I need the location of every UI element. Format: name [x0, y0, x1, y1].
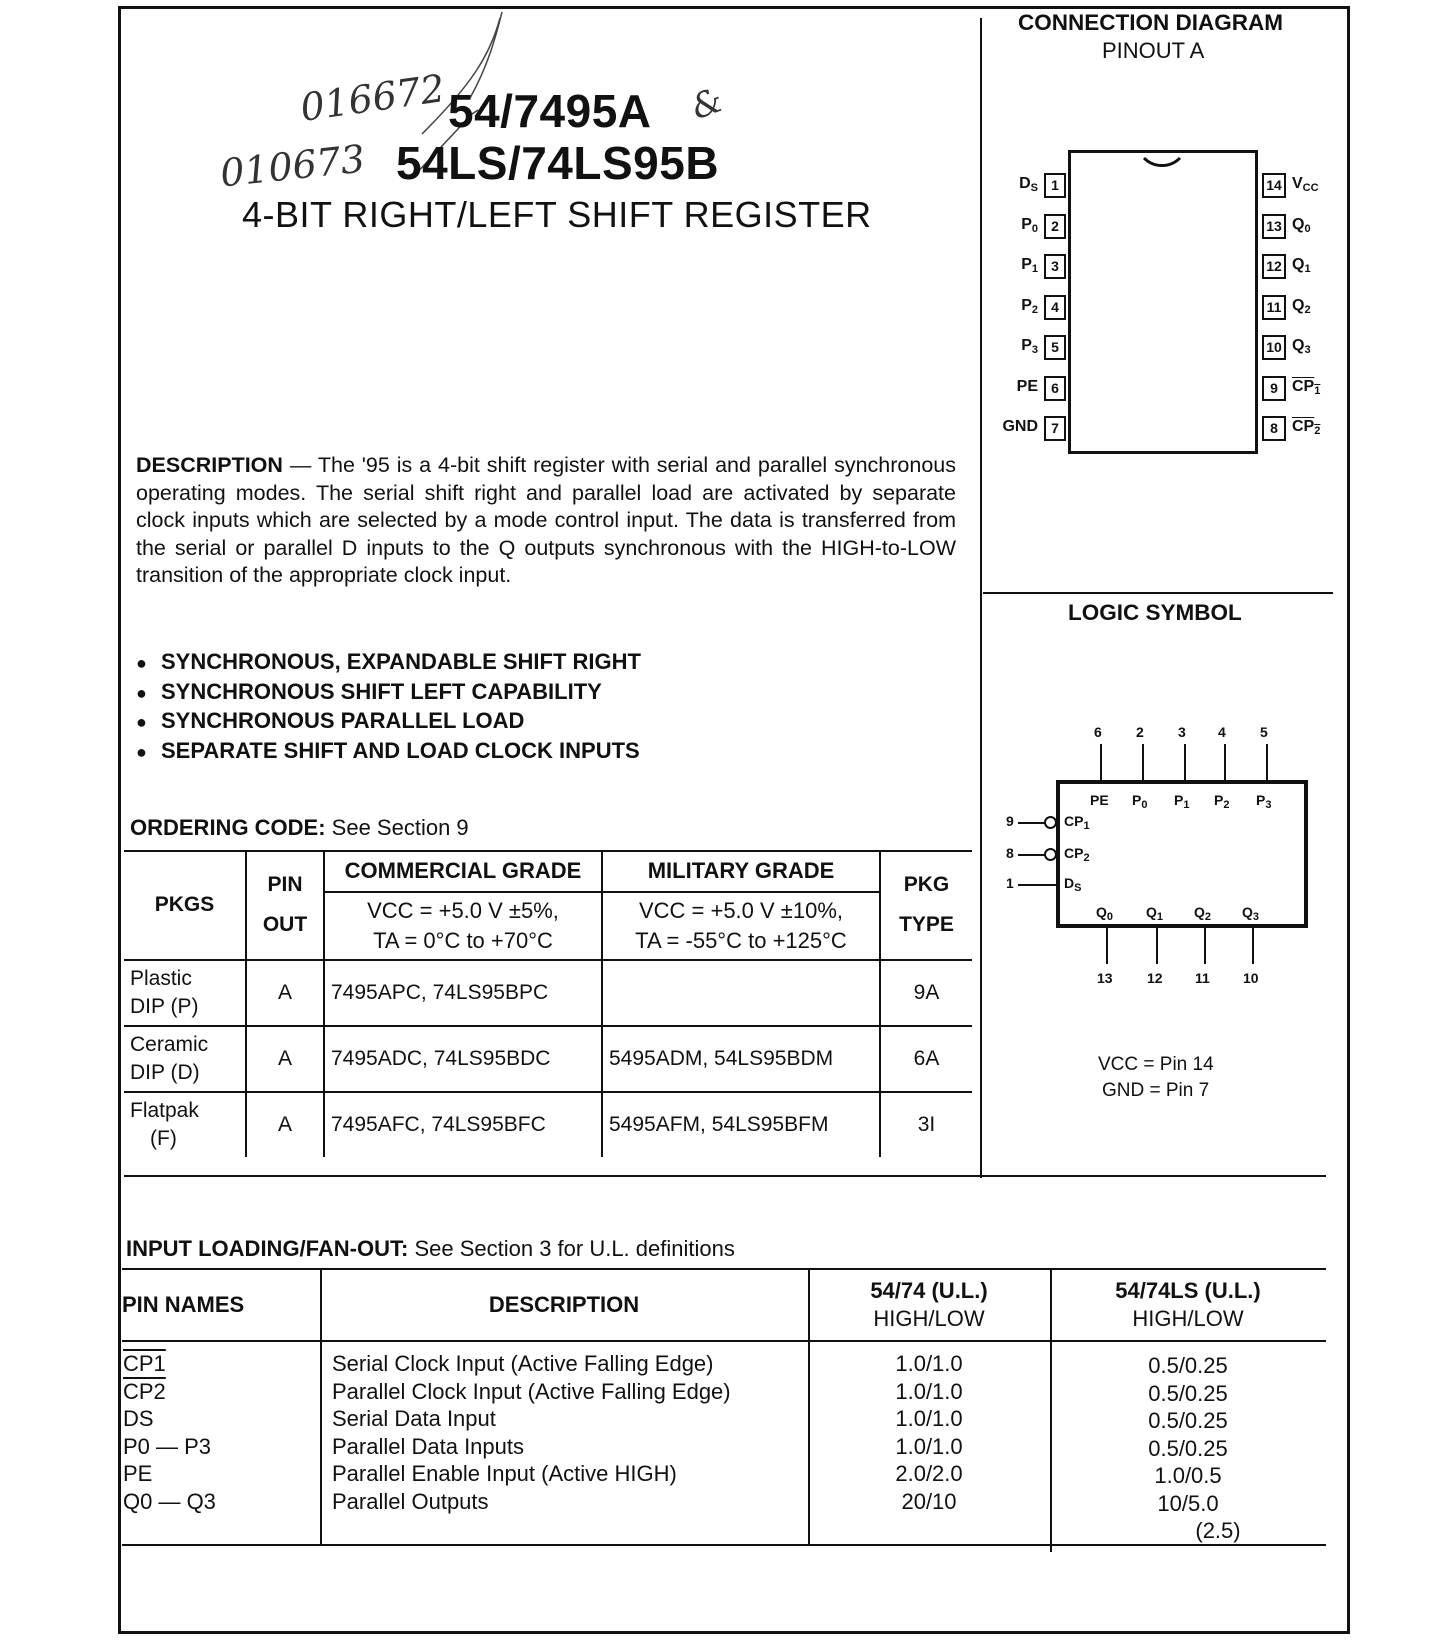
feature-item: ● SYNCHRONOUS PARALLEL LOAD [136, 707, 641, 737]
left-pin-number: 2 [1044, 214, 1066, 239]
left-pin-number: 6 [1044, 376, 1066, 401]
ordering-code-note: See Section 9 [325, 815, 469, 840]
table-row [124, 1092, 972, 1157]
top-pin-line [1100, 744, 1102, 782]
right-pin-label: $Q_3$ [1292, 337, 1311, 356]
left-pin-label: $P_1$ [1021, 256, 1038, 275]
top-pin-label: $P_2$ [1214, 792, 1230, 811]
right-pin-number: 13 [1262, 214, 1286, 239]
pin-out-cell: A [246, 1092, 324, 1157]
ls-loading-value: 0.5/0.25 [1148, 1380, 1228, 1406]
table-row [124, 960, 972, 1026]
ls-loading-value: 10/5.0 [1157, 1490, 1219, 1516]
output-pin-line [1204, 928, 1206, 964]
input-loading-label: INPUT LOADING/FAN-OUT: [126, 1236, 409, 1261]
column-divider [980, 18, 982, 1178]
commercial-cell: 7495APC, 74LS95BPC [324, 960, 602, 1026]
pin-name: CP1 [123, 1351, 166, 1376]
left-pin-label: $P_0$ [1021, 215, 1038, 235]
dip-notch [1142, 150, 1182, 178]
commercial-conditions [324, 892, 602, 960]
left-pin-number: 3 [1044, 254, 1066, 279]
pin-names-column [122, 1341, 320, 1546]
pin-out-cell: A [246, 1026, 324, 1092]
top-pin-label: $P_3$ [1256, 792, 1272, 811]
pkg-cell [124, 960, 246, 1026]
header-pin-names: PIN NAMES [122, 1270, 320, 1341]
std-loading-value: 1.0/1.0 [895, 1351, 963, 1376]
commercial-condition-supply: VCC = +5.0 V ±5%, [367, 898, 559, 923]
dip-body [1068, 150, 1258, 454]
pkg-type-cell: 3I [880, 1092, 972, 1157]
pkg-code: DIP (D) [130, 1061, 200, 1084]
logic-symbol-title: LOGIC SYMBOL [1068, 600, 1242, 625]
ls-loading-subtitle: HIGH/LOW [1132, 1306, 1244, 1331]
military-condition-temp: TA = -55°C to +125°C [635, 928, 847, 953]
pkg-code: DIP (P) [130, 995, 199, 1018]
military-cell: 5495ADM, 54LS95BDM [602, 1026, 880, 1092]
right-pin-label: $V_{CC}$ [1292, 175, 1319, 194]
input-loading-heading [126, 1236, 735, 1262]
left-pin-label: PE [1016, 377, 1038, 395]
output-pin-number: 11 [1195, 970, 1210, 986]
header-pkg-type [880, 850, 972, 960]
pin-description: Parallel Data Inputs [332, 1433, 524, 1459]
pkg-cell [124, 1026, 246, 1092]
input-pin-number: 8 [1006, 845, 1014, 861]
top-pin-number: 4 [1218, 724, 1226, 740]
connection-diagram-title: CONNECTION DIAGRAM [1018, 10, 1283, 35]
military-conditions [602, 892, 880, 960]
output-pin-number: 12 [1147, 970, 1163, 986]
feature-item: ● SYNCHRONOUS, EXPANDABLE SHIFT RIGHT [136, 648, 641, 678]
header-std-loading [808, 1270, 1050, 1341]
top-pin-number: 2 [1136, 724, 1144, 740]
header-pin-out-label: PIN OUT [262, 872, 308, 936]
top-pin-number: 3 [1178, 724, 1186, 740]
feature-item: ● SEPARATE SHIFT AND LOAD CLOCK INPUTS [136, 737, 641, 767]
military-cell [602, 960, 880, 1026]
top-pin-label: PE [1090, 792, 1109, 808]
output-pin-label: $Q_3$ [1242, 904, 1260, 923]
right-pin-label: $Q_0$ [1292, 215, 1311, 235]
input-pin-line [1018, 822, 1046, 824]
top-pin-line [1184, 744, 1186, 782]
pkg-name: Ceramic [130, 1033, 209, 1056]
top-pin-number: 5 [1260, 724, 1268, 740]
left-pin-label: $D_S$ [1019, 175, 1038, 194]
top-pin-line [1266, 744, 1268, 782]
ls-loading-title: 54/74LS (U.L.) [1115, 1278, 1261, 1303]
ls-loading-value: 1.0/0.5 [1154, 1463, 1222, 1488]
top-pin-label: $P_0$ [1132, 792, 1148, 811]
ordering-code-label: ORDERING CODE: [130, 815, 326, 840]
input-pin-number: 1 [1006, 875, 1014, 891]
output-pin-label: $Q_0$ [1096, 904, 1114, 923]
ordering-code-heading [130, 815, 469, 841]
left-pin-label: $P_3$ [1021, 337, 1038, 356]
pkg-name: Flatpak [130, 1099, 199, 1122]
header-pin-out [246, 850, 324, 960]
top-pin-line [1224, 744, 1226, 782]
feature-item: ● SYNCHRONOUS SHIFT LEFT CAPABILITY [136, 678, 641, 708]
pin-description: Serial Data Input [332, 1406, 496, 1431]
right-pin-number: 10 [1262, 335, 1286, 360]
right-pin-number: 9 [1262, 376, 1286, 401]
output-pin-number: 10 [1243, 970, 1259, 986]
ls-loading-value: 0.5/0.25 [1148, 1353, 1228, 1378]
header-description: DESCRIPTION [320, 1270, 808, 1341]
commercial-cell: 7495AFC, 74LS95BFC [324, 1092, 602, 1157]
output-pin-line [1156, 928, 1158, 964]
right-pin-number: 11 [1262, 295, 1286, 320]
part-number-1: 54/7495A [448, 85, 652, 137]
right-pin-number: 14 [1262, 173, 1286, 198]
std-loading-value: 20/10 [901, 1488, 957, 1514]
ls-loading-footnote: (2.5) [1195, 1518, 1241, 1543]
input-pin-line [1018, 854, 1046, 856]
military-condition-supply: VCC = +5.0 V ±10%, [638, 898, 844, 923]
header-ls-loading [1050, 1270, 1326, 1341]
handwritten-note-2: 010673 [218, 136, 367, 196]
pkg-name: Plastic [130, 967, 192, 990]
right-section-divider [983, 592, 1333, 594]
ordering-bottom-rule [124, 1175, 1326, 1177]
header-pkgs: PKGS [124, 850, 246, 960]
pkg-type-cell: 9A [880, 960, 972, 1026]
pin-description: Parallel Clock Input (Active Falling Edge) [332, 1378, 731, 1404]
pin-out-cell: A [246, 960, 324, 1026]
page-title: 4-BIT RIGHT/LEFT SHIFT REGISTER [242, 194, 872, 235]
ls-loading-value: 0.5/0.25 [1148, 1435, 1228, 1461]
output-pin-label: $Q_1$ [1146, 904, 1164, 923]
input-pin-label: $D_S$ [1064, 875, 1082, 894]
std-loading-subtitle: HIGH/LOW [873, 1306, 985, 1331]
power-pin-note: VCC = Pin 14 [1098, 1054, 1214, 1075]
pin-description-column [320, 1341, 808, 1546]
input-pin-number: 9 [1006, 813, 1014, 829]
input-pin-label: $CP_2$ [1064, 845, 1090, 864]
pkg-cell [124, 1092, 246, 1157]
input-pin-label: $CP_1$ [1064, 813, 1090, 832]
pin-name: Q0 — Q3 [123, 1488, 216, 1514]
input-loading-table [122, 1270, 1326, 1546]
commercial-cell: 7495ADC, 74LS95BDC [324, 1026, 602, 1092]
pin-description: Parallel Outputs [332, 1488, 489, 1514]
left-pin-number: 5 [1044, 335, 1066, 360]
pin-name: CP2 [123, 1378, 166, 1404]
input-pin-line [1018, 884, 1058, 886]
inversion-bubble [1044, 848, 1057, 861]
right-pin-label: $CP_1$ [1292, 377, 1321, 397]
left-pin-label: $P_2$ [1021, 296, 1038, 316]
right-pin-label: $CP_2$ [1292, 418, 1321, 437]
right-pin-number: 12 [1262, 254, 1286, 279]
handwritten-note-1: 016672 [297, 66, 448, 130]
input-loading-note: See Section 3 for U.L. definitions [408, 1236, 735, 1261]
output-pin-label: $Q_2$ [1194, 904, 1212, 923]
left-pin-number: 4 [1044, 295, 1066, 320]
header-military: MILITARY GRADE [602, 850, 880, 892]
top-pin-label: $P_1$ [1174, 792, 1190, 811]
pin-name: P0 — P3 [123, 1433, 212, 1459]
ground-pin-note: GND = Pin 7 [1102, 1080, 1210, 1101]
feature-list [136, 648, 641, 766]
handwritten-mark: & [686, 80, 729, 128]
pkg-code: (F) [150, 1127, 177, 1150]
pin-description: Serial Clock Input (Active Falling Edge) [332, 1351, 714, 1376]
output-pin-number: 13 [1097, 970, 1113, 986]
header-commercial: COMMERCIAL GRADE [324, 850, 602, 892]
commercial-condition-temp: TA = 0°C to +70°C [373, 928, 553, 953]
left-pin-label: GND [1002, 418, 1038, 435]
ls-loading-column [1050, 1341, 1326, 1546]
std-loading-value: 1.0/1.0 [895, 1406, 963, 1431]
right-pin-number: 8 [1262, 416, 1286, 441]
pin-description: Parallel Enable Input (Active HIGH) [332, 1461, 677, 1486]
left-pin-number: 1 [1044, 173, 1066, 198]
description-dash: — [282, 453, 318, 477]
pin-name: DS [123, 1406, 154, 1431]
connection-diagram-subtitle: PINOUT A [1102, 38, 1205, 63]
std-loading-title: 54/74 (U.L.) [870, 1278, 988, 1303]
right-pin-label: $Q_1$ [1292, 256, 1311, 275]
std-loading-value: 1.0/1.0 [895, 1378, 963, 1404]
military-cell: 5495AFM, 54LS95BFM [602, 1092, 880, 1157]
ordering-table [124, 850, 972, 1157]
std-loading-value: 2.0/2.0 [895, 1461, 963, 1486]
inversion-bubble [1044, 816, 1057, 829]
output-pin-line [1252, 928, 1254, 964]
pin-name: PE [123, 1461, 153, 1486]
output-pin-line [1106, 928, 1108, 964]
top-pin-line [1142, 744, 1144, 782]
table-row [124, 1026, 972, 1092]
std-loading-value: 1.0/1.0 [895, 1433, 963, 1459]
left-pin-number: 7 [1044, 416, 1066, 441]
description-text: The '95 is a 4-bit shift register with serial and parallel synchronous operating modes. The serial shift right and parallel load are activated by separate clock inputs which are selected by a mode control input. The data is transferred from the serial or parallel D inputs to the Q outputs synchronous with the HIGH-to-LOW transition of the appropriate clock input. [136, 453, 956, 587]
header-pkg-type-label: PKG TYPE [899, 872, 954, 936]
description-paragraph [136, 452, 956, 590]
pkg-type-cell: 6A [880, 1026, 972, 1092]
right-pin-label: $Q_2$ [1292, 296, 1311, 316]
ls-loading-value: 0.5/0.25 [1148, 1408, 1228, 1433]
std-loading-column [808, 1341, 1050, 1546]
top-pin-number: 6 [1094, 724, 1102, 740]
part-number-2: 54LS/74LS95B [396, 137, 720, 189]
description-label: DESCRIPTION [136, 453, 283, 477]
